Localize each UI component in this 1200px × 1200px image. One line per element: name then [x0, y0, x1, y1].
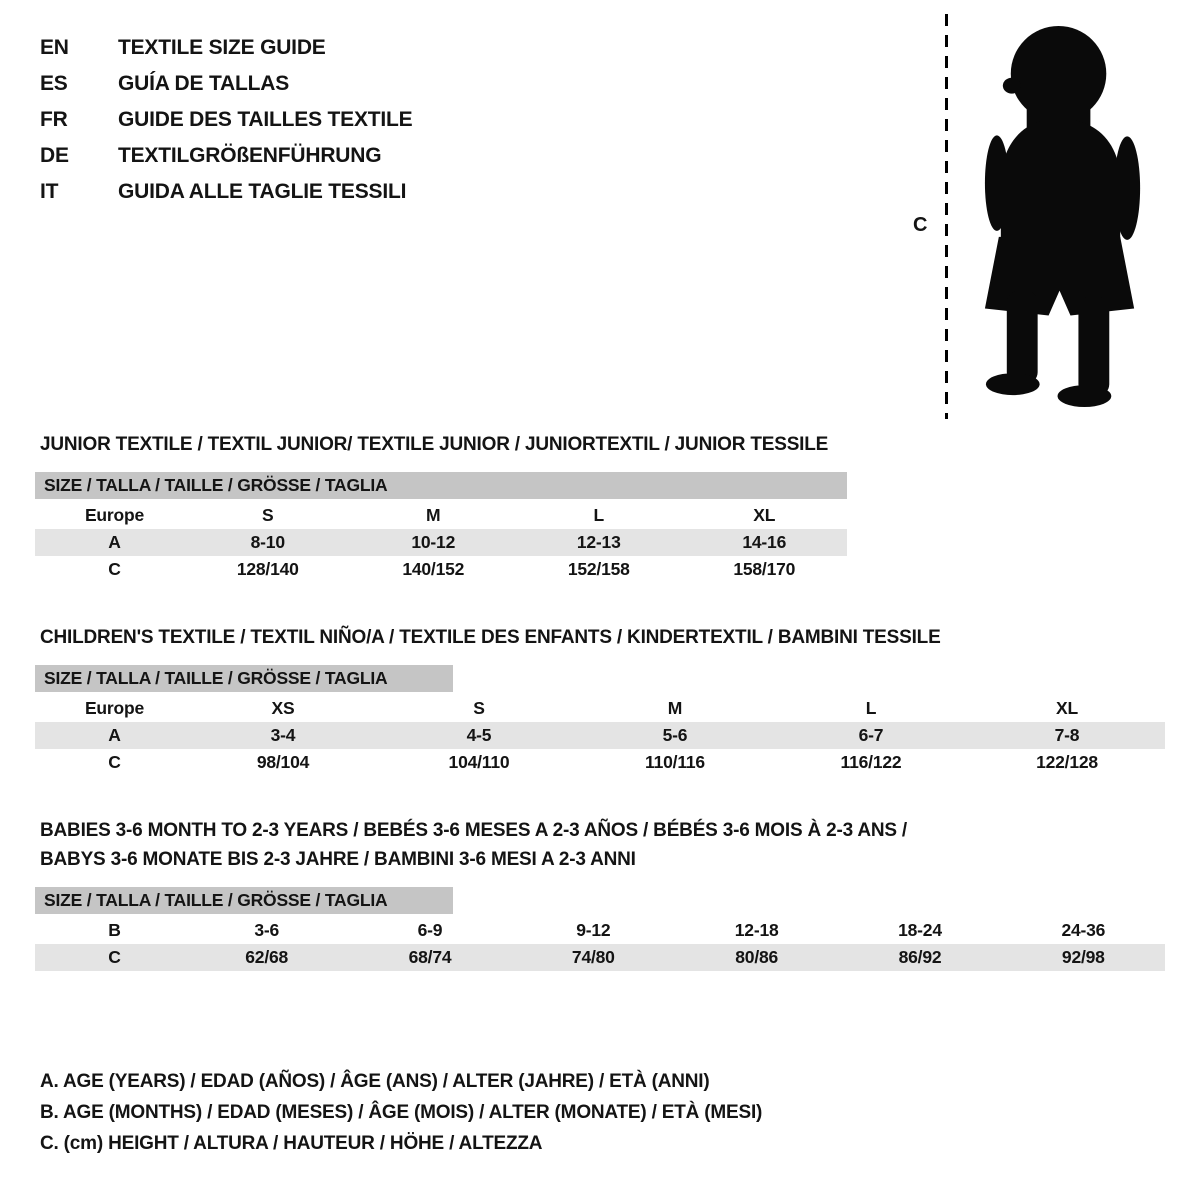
table-row — [35, 917, 1165, 944]
table-cell: 80/86 — [735, 947, 779, 967]
table-cell: 74/80 — [571, 947, 615, 967]
height-measure-figure — [913, 14, 1155, 419]
table-cell: 104/110 — [448, 752, 510, 772]
section — [35, 430, 1165, 583]
section — [35, 816, 1165, 971]
section-title — [40, 623, 1165, 652]
row-label: C — [108, 947, 121, 967]
language-title: TEXTILE SIZE GUIDE — [118, 36, 326, 59]
section-title-line: CHILDREN'S TEXTILE / TEXTIL NIÑO/A / TEXTILE DES ENFANTS / KINDERTEXTIL / BAMBINI TESSILE — [40, 627, 941, 648]
table-cell: 6-9 — [417, 920, 443, 940]
table-cell: S — [262, 505, 274, 525]
language-title: TEXTILGRÖßENFÜHRUNG — [118, 144, 382, 167]
footnote-line: B. AGE (MONTHS) / EDAD (MESES) / ÂGE (MOIS) / ALTER (MONATE) / ETÀ (MESI) — [40, 1102, 763, 1123]
language-row — [40, 102, 412, 138]
language-code: DE — [40, 144, 69, 167]
table-header-bar: SIZE / TALLA / TAILLE / GRÖSSE / TAGLIA — [35, 665, 453, 692]
table-cell: 7-8 — [1054, 725, 1080, 745]
footnote-line: A. AGE (YEARS) / EDAD (AÑOS) / ÂGE (ANS) / ALTER (JAHRE) / ETÀ (ANNI) — [40, 1071, 710, 1092]
table-cell: 98/104 — [256, 752, 310, 772]
language-row — [40, 30, 412, 66]
section-title-line: BABIES 3-6 MONTH TO 2-3 YEARS / BEBÉS 3-6 MESES A 2-3 AÑOS / BÉBÉS 3-6 MOIS À 2-3 ANS / — [40, 820, 908, 841]
table-cell: 68/74 — [408, 947, 452, 967]
table-cell: M — [667, 698, 683, 718]
table-cell: 6-7 — [858, 725, 884, 745]
table-cell: 86/92 — [898, 947, 942, 967]
table-row — [35, 944, 1165, 971]
table-cell: 10-12 — [411, 532, 456, 552]
table-row — [35, 695, 1165, 722]
language-code: ES — [40, 72, 68, 95]
table-row — [35, 749, 1165, 776]
footnote-line: C. (cm) HEIGHT / ALTURA / HAUTEUR / HÖHE / ALTEZZA — [40, 1133, 543, 1154]
language-title: GUIDA ALLE TAGLIE TESSILI — [118, 180, 407, 203]
table-cell: 24-36 — [1061, 920, 1106, 940]
section-title-line: BABYS 3-6 MONATE BIS 2-3 JAHRE / BAMBINI 3-6 MESI A 2-3 ANNI — [40, 849, 636, 870]
language-title: GUIDE DES TAILLES TEXTILE — [118, 108, 413, 131]
row-label: A — [108, 725, 121, 745]
table-cell: XL — [753, 505, 776, 525]
language-code: FR — [40, 108, 68, 131]
table-cell: S — [473, 698, 485, 718]
table-cell: 110/116 — [645, 752, 705, 772]
table-cell: L — [865, 698, 877, 718]
size-table — [35, 665, 1165, 776]
baby-silhouette-icon — [977, 24, 1155, 412]
table-cell: 5-6 — [662, 725, 688, 745]
table-header-bar: SIZE / TALLA / TAILLE / GRÖSSE / TAGLIA — [35, 472, 847, 499]
row-label: A — [108, 532, 121, 552]
table-cell: 14-16 — [742, 532, 787, 552]
table-cell: 12-13 — [576, 532, 621, 552]
table-cell: XL — [1056, 698, 1078, 718]
table-cell: 9-12 — [576, 920, 611, 940]
table-cell: 158/170 — [733, 559, 796, 579]
table-cell: 8-10 — [250, 532, 285, 552]
size-table — [35, 472, 847, 583]
language-row — [40, 66, 412, 102]
footnotes — [40, 1066, 762, 1159]
table-cell: 3-6 — [254, 920, 280, 940]
size-table — [35, 887, 1165, 971]
table-row — [35, 722, 1165, 749]
section-title-line: JUNIOR TEXTILE / TEXTIL JUNIOR/ TEXTILE JUNIOR / JUNIORTEXTIL / JUNIOR TESSILE — [40, 434, 829, 455]
table-row — [35, 502, 847, 529]
language-row — [40, 174, 412, 210]
height-dashed-line — [945, 14, 948, 419]
language-title-list — [40, 30, 412, 210]
row-label: Europe — [84, 505, 145, 525]
section — [35, 623, 1165, 776]
row-label: C — [108, 752, 121, 772]
size-table-sections — [35, 430, 1165, 971]
table-header-bar: SIZE / TALLA / TAILLE / GRÖSSE / TAGLIA — [35, 887, 453, 914]
row-label: C — [108, 559, 121, 579]
language-code: EN — [40, 36, 69, 59]
table-cell: 92/98 — [1061, 947, 1105, 967]
table-cell: XS — [271, 698, 295, 718]
row-label: Europe — [84, 698, 145, 718]
table-cell: 18-24 — [898, 920, 942, 940]
table-cell: M — [426, 505, 441, 525]
table-cell: 4-5 — [466, 725, 492, 745]
table-cell: 12-18 — [734, 920, 779, 940]
section-title — [40, 816, 1165, 874]
table-cell: 152/158 — [567, 559, 630, 579]
height-measure-label: C — [913, 214, 928, 236]
section-title — [40, 430, 1165, 459]
language-row — [40, 138, 412, 174]
language-title: GUÍA DE TALLAS — [118, 72, 290, 95]
table-cell: 3-4 — [270, 725, 296, 745]
table-row — [35, 529, 847, 556]
table-cell: 128/140 — [236, 559, 299, 579]
table-cell: 122/128 — [1036, 752, 1098, 772]
table-cell: 140/152 — [402, 559, 465, 579]
table-cell: L — [593, 505, 604, 525]
table-cell: 62/68 — [245, 947, 289, 967]
table-row — [35, 556, 847, 583]
row-label: B — [108, 920, 121, 940]
language-code: IT — [40, 180, 59, 203]
table-cell: 116/122 — [840, 752, 902, 772]
